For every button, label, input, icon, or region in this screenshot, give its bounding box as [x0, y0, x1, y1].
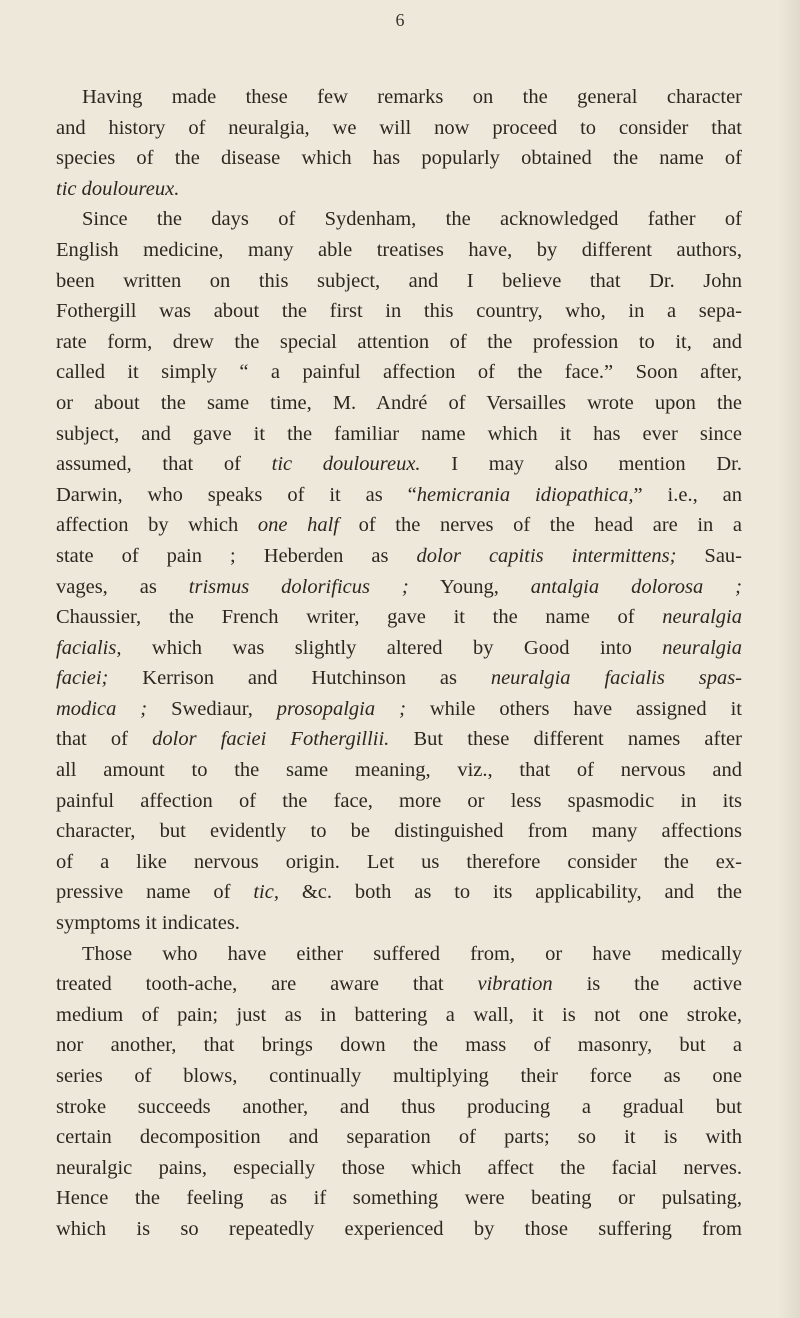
- text-line: [56, 235, 742, 266]
- italic-term: faciei;: [56, 667, 109, 690]
- text-segment: symptoms it indicates.: [56, 912, 240, 935]
- text-line: [56, 694, 742, 725]
- text-segment: affection by which: [56, 514, 258, 537]
- italic-term: hemicrania idiopathica,: [416, 483, 634, 506]
- italic-term: facialis,: [56, 636, 122, 659]
- text-line: [56, 847, 742, 878]
- text-segment: rate form, drew the special attention of the profession to it, and: [56, 330, 742, 353]
- text-segment: English medicine, many able treatises have, by different authors,: [56, 238, 742, 261]
- text-line: [56, 1000, 742, 1031]
- text-line: [56, 388, 742, 419]
- text-segment: pressive name of: [56, 881, 254, 904]
- text-segment: medium of pain; just as in battering a wall, it is not one stroke,: [56, 1003, 742, 1026]
- text-line: [56, 113, 742, 144]
- text-line: [56, 602, 742, 633]
- text-line: [56, 82, 742, 113]
- text-line: [56, 939, 742, 970]
- text-line: [56, 816, 742, 847]
- text-segment: subject, and gave it the familiar name which it has ever since: [56, 422, 742, 445]
- italic-term: one half: [257, 514, 340, 537]
- text-line: [56, 204, 742, 235]
- text-line: [56, 541, 742, 572]
- italic-term: dolor capitis intermittens;: [416, 544, 677, 567]
- text-line: [56, 572, 742, 603]
- text-line: [56, 510, 742, 541]
- text-segment: stroke succeeds another, and thus producing a gradual but: [56, 1095, 742, 1118]
- text-segment: Fothergill was about the first in this country, who, in a sepa-: [56, 300, 742, 323]
- text-segment: But these different names after: [389, 728, 742, 751]
- text-line: [56, 480, 742, 511]
- italic-term: dolor faciei Fothergillii.: [152, 728, 390, 751]
- text-segment: is the active: [552, 973, 742, 996]
- page-number: 6: [395, 10, 405, 30]
- text-line: [56, 1092, 742, 1123]
- text-segment: Swediaur,: [147, 697, 277, 720]
- italic-term: neuralgia facialis spas-: [490, 667, 742, 690]
- text-segment: assumed, that of: [56, 453, 272, 476]
- text-line: [56, 1030, 742, 1061]
- text-segment: Sau-: [676, 544, 743, 567]
- text-line: [56, 969, 742, 1000]
- text-line: [56, 1153, 742, 1184]
- text-line: [56, 1183, 742, 1214]
- text-segment: which was slightly altered by Good into: [121, 636, 663, 659]
- text-segment: certain decomposition and separation of parts; so it is with: [56, 1126, 742, 1149]
- text-segment: Kerrison and Hutchinson as: [108, 667, 491, 690]
- italic-term: neuralgia: [662, 606, 742, 629]
- text-segment: Those who have either suffered from, or have medically: [82, 942, 742, 965]
- text-line: [56, 143, 742, 174]
- text-segment: or about the same time, M. André of Versailles wrote upon the: [56, 391, 742, 414]
- italic-term: prosopalgia ;: [276, 697, 406, 720]
- text-line: [56, 1061, 742, 1092]
- italic-term: neuralgia: [662, 636, 742, 659]
- text-segment: Young,: [408, 575, 531, 598]
- text-line: [56, 877, 742, 908]
- text-line: [56, 449, 742, 480]
- text-line: [56, 174, 742, 205]
- text-segment: neuralgic pains, especially those which affect the facial nerves.: [56, 1156, 742, 1179]
- text-segment: Darwin, who speaks of it as “: [56, 483, 417, 506]
- text-line: [56, 908, 742, 939]
- text-segment: painful affection of the face, more or less spasmodic in its: [56, 789, 742, 812]
- italic-term: vibration: [477, 973, 553, 996]
- text-line: [56, 786, 742, 817]
- text-line: [56, 1214, 742, 1245]
- text-segment: species of the disease which has popularly obtained the name of: [56, 147, 742, 170]
- text-segment: state of pain ; Heberden as: [56, 544, 417, 567]
- text-segment: called it simply “ a painful affection of the face.” Soon after,: [56, 361, 742, 384]
- text-segment: all amount to the same meaning, viz., that of nervous and: [56, 759, 742, 782]
- italic-term: tic,: [253, 881, 279, 904]
- text-segment: Hence the feeling as if something were beating or pulsating,: [56, 1187, 742, 1210]
- text-segment: vages, as: [56, 575, 189, 598]
- text-segment: which is so repeatedly experienced by those suffering from: [56, 1217, 742, 1240]
- text-line: [56, 357, 742, 388]
- text-segment: while others have assigned it: [405, 697, 742, 720]
- italic-term: tic douloureux.: [271, 453, 421, 476]
- text-line: [56, 633, 742, 664]
- text-line: [56, 755, 742, 786]
- text-segment: that of: [56, 728, 153, 751]
- text-segment: of a like nervous origin. Let us therefore consider the ex-: [56, 850, 742, 873]
- text-segment: I may also mention Dr.: [420, 453, 742, 476]
- text-line: [56, 419, 742, 450]
- text-segment: been written on this subject, and I believe that Dr. John: [56, 269, 742, 292]
- italic-term: antalgia dolorosa ;: [530, 575, 742, 598]
- italic-term: modica ;: [56, 697, 148, 720]
- text-segment: and history of neuralgia, we will now proceed to consider that: [56, 116, 742, 139]
- italic-term: tic douloureux.: [56, 177, 180, 200]
- text-segment: ” i.e., an: [633, 483, 742, 506]
- body-text: [56, 82, 742, 1245]
- italic-term: trismus dolorificus ;: [188, 575, 409, 598]
- text-segment: nor another, that brings down the mass of masonry, but a: [56, 1034, 742, 1057]
- text-line: [56, 724, 742, 755]
- text-segment: character, but evidently to be distinguished from many affections: [56, 820, 742, 843]
- text-line: [56, 327, 742, 358]
- text-line: [56, 663, 742, 694]
- text-segment: Since the days of Sydenham, the acknowledged father of: [82, 208, 742, 231]
- text-segment: treated tooth-ache, are aware that: [56, 973, 478, 996]
- text-line: [56, 1122, 742, 1153]
- text-segment: &c. both as to its applicability, and the: [278, 881, 742, 904]
- text-segment: series of blows, continually multiplying their force as one: [56, 1065, 742, 1087]
- text-segment: Having made these few remarks on the general character: [82, 86, 742, 108]
- text-line: [56, 296, 742, 327]
- page-edge-shadow: [778, 0, 800, 1318]
- text-segment: of the nerves of the head are in a: [339, 514, 743, 537]
- text-segment: Chaussier, the French writer, gave it the name of: [56, 606, 663, 629]
- text-line: [56, 266, 742, 297]
